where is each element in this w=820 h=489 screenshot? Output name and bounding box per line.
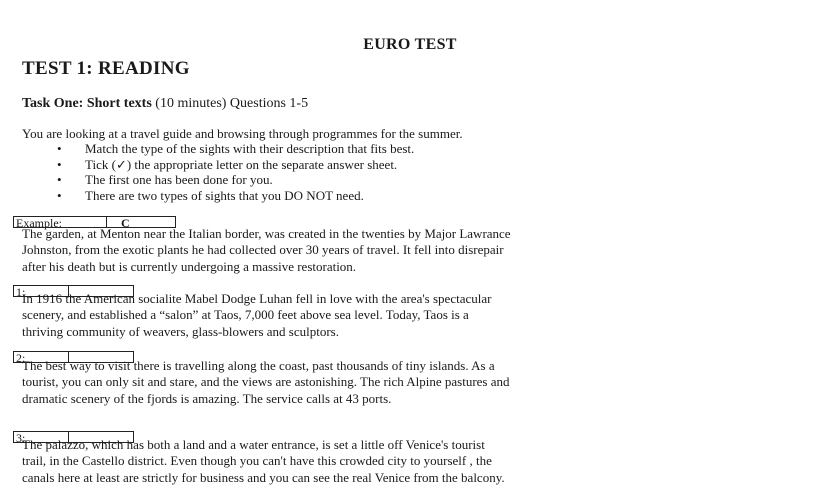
question-3-label: 3: — [16, 431, 26, 445]
example-label: Example: — [16, 216, 62, 230]
task-heading-rest: (10 minutes) Questions 1-5 — [151, 96, 309, 111]
question-2-label: 2: — [16, 351, 26, 365]
text-line: canals here at least are strictly for business and you can see the real Venice from the balcony. — [22, 469, 505, 485]
text-line: after his death but is currently undergoing a massive restoration. — [22, 258, 357, 274]
task-heading-bold: Task One: Short texts — [22, 96, 152, 111]
text-line: trail, in the Castello district. Even though you can't have this crowded city to yourself , the — [22, 453, 492, 469]
text-line: The best way to visit there is travelling along the coast, past thousands of tiny islands. As a — [22, 358, 495, 373]
instruction-item: • The first one has been done for you. — [57, 172, 414, 188]
question-2-text — [22, 358, 510, 407]
instructions-intro: You are looking at a travel guide and browsing through programmes for the summer. — [22, 126, 463, 141]
text-line: Johnston, from the exotic plants he had collected over 30 years of travel. It fell into disrepair — [22, 242, 504, 258]
question-1-text — [22, 291, 491, 340]
instruction-item: • Tick (✓) the appropriate letter on the separate answer sheet. — [57, 157, 414, 173]
question-1-label: 1: — [16, 285, 26, 299]
example-answer: C — [121, 216, 130, 230]
instruction-item: • Match the type of the sights with their description that fits best. — [57, 141, 414, 157]
example-text — [22, 226, 511, 275]
instruction-item: • There are two types of sights that you DO NOT need. — [57, 188, 414, 204]
page-title: EURO TEST — [363, 36, 457, 53]
task-heading — [22, 96, 308, 112]
question-3-text — [22, 437, 505, 486]
text-line: In 1916 the American socialite Mabel Dodge Luhan fell in love with the area's spectacular — [22, 291, 492, 306]
instructions-list — [57, 141, 414, 204]
text-line: thriving community of weavers, glass-blowers and sculptors. — [22, 323, 339, 339]
test-title: TEST 1: READING — [22, 58, 190, 79]
text-line: dramatic scenery of the fjords is amazing. The service calls at 43 ports. — [22, 390, 392, 406]
text-line: The palazzo, which has both a land and a water entrance, is set a little off Venice's tourist — [22, 437, 485, 452]
text-line: The garden, at Menton near the Italian border, was created in the twenties by Major Lawrance — [22, 226, 511, 241]
text-line: scenery, and established a “salon” at Taos, 7,000 feet above sea level. Today, Taos is a — [22, 307, 469, 323]
text-line: tourist, you can only sit and stare, and the views are astonishing. The rich Alpine pastures and — [22, 374, 510, 390]
